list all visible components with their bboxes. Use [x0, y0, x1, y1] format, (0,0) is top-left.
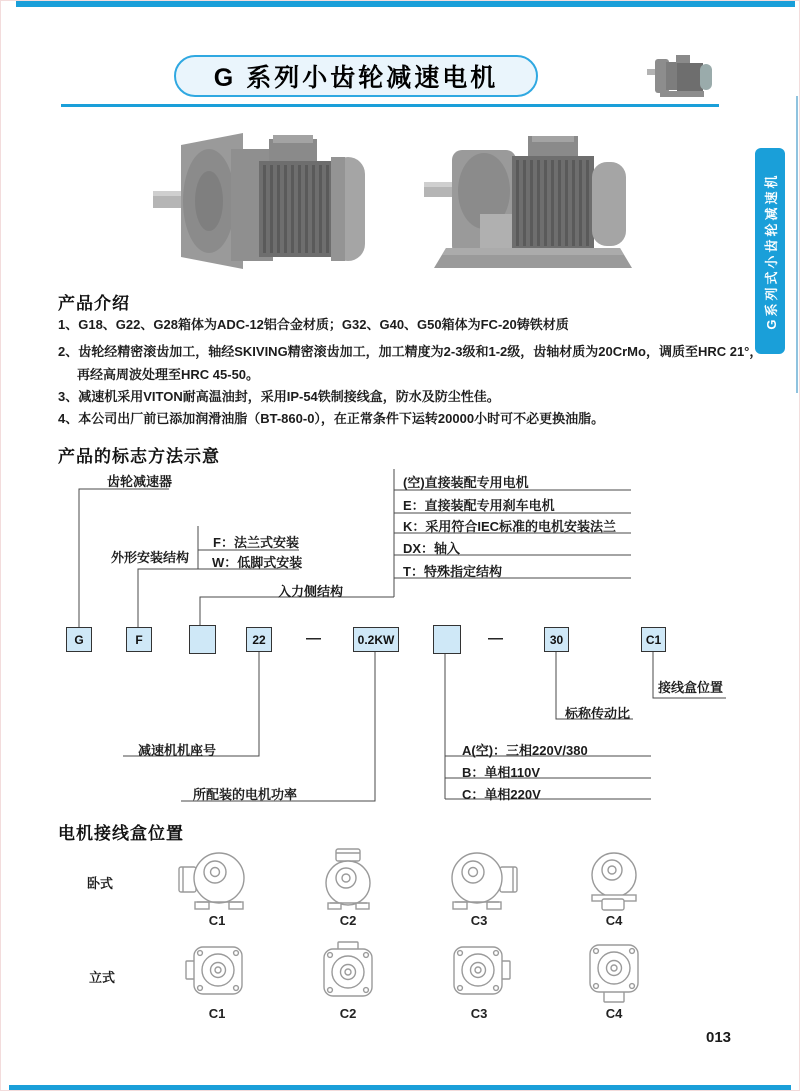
- label-frame-no: 减速机机座号: [138, 743, 217, 758]
- intro-item-2b: 再经高周波处理至HRC 45-50。: [77, 367, 260, 382]
- motor-option-1: (空)直接装配专用电机: [403, 475, 529, 490]
- position-label-v-c3: C3: [470, 1006, 488, 1021]
- label-junction-pos: 接线盒位置: [658, 680, 724, 695]
- marking-heading: 产品的标志方法示意: [58, 447, 220, 466]
- position-label-v-c2: C2: [339, 1006, 357, 1021]
- label-ratio: 标称传动比: [565, 706, 631, 721]
- title-divider: [61, 104, 719, 107]
- code-box-f: F: [126, 627, 152, 652]
- drawing-horizontal-c3: [439, 847, 519, 911]
- page-title-text: G 系列小齿轮减速电机: [213, 64, 499, 92]
- top-accent-bar: [16, 1, 795, 7]
- position-label-h-c3: C3: [470, 913, 488, 928]
- label-gear-reducer: 齿轮减速器: [107, 474, 173, 489]
- side-tab-label: G系列式小齿轮减速机: [763, 172, 779, 330]
- position-label-h-c4: C4: [605, 913, 623, 928]
- title-motor-thumbnail: [646, 51, 718, 101]
- intro-item-4: 4、本公司出厂前已添加润滑油脂（BT-860-0），在正常条件下运转20000小时可不必更换油脂。: [58, 411, 605, 426]
- drawing-vertical-c1: [185, 941, 249, 1003]
- code-box-junction: C1: [641, 627, 666, 652]
- motor-option-2: E：直接装配专用刹车电机: [403, 498, 555, 513]
- label-mount-structure: 外形安装结构: [111, 550, 190, 565]
- position-label-h-c1: C1: [208, 913, 226, 928]
- drawing-vertical-c2: [316, 941, 380, 1003]
- intro-item-3: 3、减速机采用VITON耐高温油封，采用IP-54铁制接线盒，防水及防尘性佳。: [58, 389, 500, 404]
- voltage-option-b: B：单相110V: [462, 765, 541, 780]
- code-box-frame: 22: [246, 627, 272, 652]
- position-label-v-c4: C4: [605, 1006, 623, 1021]
- drawing-horizontal-c4: [574, 847, 654, 911]
- motor-option-4: DX：轴入: [403, 541, 461, 556]
- motor-option-5: T：特殊指定结构: [403, 564, 502, 579]
- code-box-ratio: 30: [544, 627, 569, 652]
- drawing-horizontal-c1: [177, 847, 257, 911]
- code-dash-2: —: [488, 630, 503, 647]
- junction-heading: 电机接线盒位置: [58, 824, 184, 843]
- bottom-accent-bar: [9, 1085, 791, 1091]
- drawing-vertical-c3: [447, 941, 511, 1003]
- voltage-option-a: A(空)：三相220V/380: [462, 743, 588, 758]
- position-label-v-c1: C1: [208, 1006, 226, 1021]
- voltage-option-c: C：单相220V: [462, 787, 541, 802]
- position-label-h-c2: C2: [339, 913, 357, 928]
- drawing-vertical-c4: [582, 941, 646, 1003]
- page-number: 013: [706, 1029, 732, 1046]
- code-dash-1: —: [306, 630, 321, 647]
- row-label-horizontal: 卧式: [87, 876, 114, 891]
- right-edge-rule: [796, 96, 798, 393]
- intro-heading: 产品介绍: [58, 294, 130, 313]
- code-box-input: [189, 625, 216, 654]
- code-box-power: 0.2KW: [353, 627, 399, 652]
- page-title: [174, 55, 538, 97]
- marking-diagram-lines: [1, 1, 800, 1091]
- drawing-horizontal-c2: [308, 847, 388, 911]
- label-mount-f: F：法兰式安装: [213, 535, 299, 550]
- row-label-vertical: 立式: [89, 970, 116, 985]
- motor-option-3: K：采用符合IEC标准的电机安装法兰: [403, 519, 617, 534]
- photo-foot-motor: [416, 136, 651, 276]
- label-motor-power: 所配装的电机功率: [193, 787, 298, 802]
- code-box-voltage: [433, 625, 461, 654]
- code-box-g: G: [66, 627, 92, 652]
- photo-flange-motor: [131, 123, 371, 278]
- intro-item-2: 2、齿轮经精密滚齿加工，轴经SKIVING精密滚齿加工，加工精度为2-3级和1-2级，齿轴材质为20CrMo，调质至HRC 21°，: [58, 344, 763, 359]
- label-mount-w: W：低脚式安装: [212, 555, 303, 570]
- intro-item-1: 1、G18、G22、G28箱体为ADC-12铝合金材质；G32、G40、G50箱体为FC-20铸铁材质: [58, 317, 569, 332]
- label-input-side: 入力侧结构: [278, 584, 344, 599]
